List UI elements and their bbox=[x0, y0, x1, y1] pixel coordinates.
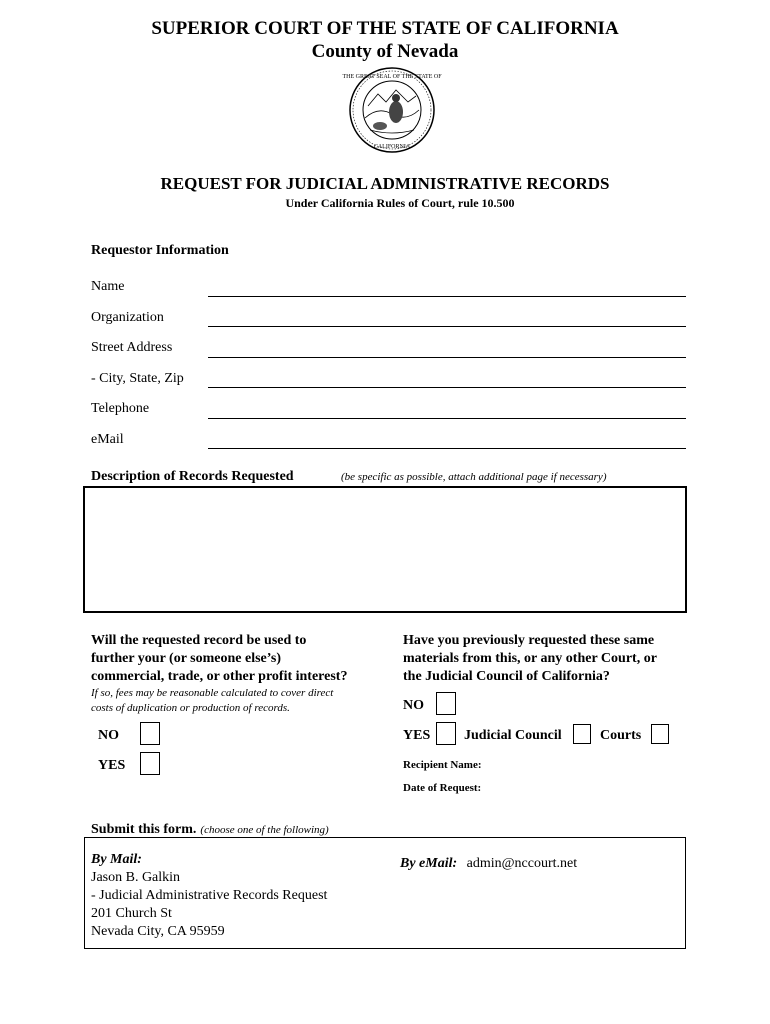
street-address-field[interactable] bbox=[208, 339, 686, 358]
profit-note-line1: If so, fees may be reasonable calculated to cover direct bbox=[91, 687, 334, 699]
submit-title: Submit this form. bbox=[91, 822, 197, 837]
profit-no-label: NO bbox=[98, 728, 119, 743]
telephone-label: Telephone bbox=[91, 401, 150, 416]
seal-bottom-text: CALIFORNIA bbox=[373, 144, 411, 150]
previous-yes-label: YES bbox=[403, 728, 431, 743]
profit-yes-label: YES bbox=[98, 758, 126, 773]
submit-heading bbox=[91, 820, 329, 838]
telephone-field[interactable] bbox=[208, 400, 686, 419]
form-subtitle: Under California Rules of Court, rule 10.500 bbox=[285, 196, 515, 210]
seal-top-text: THE GREAT SEAL OF THE STATE OF bbox=[342, 74, 442, 80]
judicial-council-checkbox[interactable] bbox=[573, 724, 591, 744]
mail-city: Nevada City, CA 95959 bbox=[91, 924, 225, 939]
previous-question-line1: Have you previously requested these same bbox=[403, 633, 655, 648]
county-name: County of Nevada bbox=[311, 41, 459, 62]
previous-no-label: NO bbox=[403, 698, 424, 713]
courts-label: Courts bbox=[600, 728, 642, 743]
profit-question-line2: further your (or someone else’s) bbox=[91, 651, 281, 666]
city-state-zip-label: - City, State, Zip bbox=[91, 371, 184, 386]
profit-yes-checkbox[interactable] bbox=[140, 752, 160, 775]
california-seal-icon bbox=[342, 66, 442, 154]
recipient-name-label: Recipient Name: bbox=[403, 759, 482, 771]
email-label: eMail bbox=[91, 432, 124, 447]
court-name: SUPERIOR COURT OF THE STATE OF CALIFORNIA bbox=[151, 18, 619, 39]
mail-street: 201 Church St bbox=[91, 906, 172, 921]
email-link[interactable]: admin@nccourt.net bbox=[466, 856, 578, 871]
form-title: REQUEST FOR JUDICIAL ADMINISTRATIVE RECORDS bbox=[160, 174, 610, 193]
mail-name: Jason B. Galkin bbox=[91, 870, 181, 885]
description-title: Description of Records Requested bbox=[91, 469, 294, 484]
email-field[interactable] bbox=[208, 430, 686, 449]
by-mail-label: By Mail: bbox=[91, 852, 142, 867]
description-hint: (be specific as possible, attach additional page if necessary) bbox=[341, 471, 607, 483]
by-email-label: By eMail: bbox=[400, 856, 458, 871]
profit-question-line1: Will the requested record be used to bbox=[91, 633, 307, 648]
email-submit-line bbox=[400, 855, 577, 873]
name-field[interactable] bbox=[208, 278, 686, 297]
mail-department: - Judicial Administrative Records Request bbox=[91, 888, 328, 903]
profit-no-checkbox[interactable] bbox=[140, 722, 160, 745]
organization-field[interactable] bbox=[208, 308, 686, 327]
previous-yes-checkbox[interactable] bbox=[436, 722, 456, 745]
previous-question-line3: the Judicial Council of California? bbox=[403, 669, 610, 684]
previous-question-line2: materials from this, or any other Court, or bbox=[403, 651, 657, 666]
description-textarea[interactable] bbox=[83, 486, 687, 613]
date-of-request-label: Date of Request: bbox=[403, 782, 482, 794]
name-label: Name bbox=[91, 279, 125, 294]
city-state-zip-field[interactable] bbox=[208, 369, 686, 388]
profit-note-line2: costs of duplication or production of records. bbox=[91, 702, 290, 714]
street-address-label: Street Address bbox=[91, 340, 173, 355]
submit-hint: (choose one of the following) bbox=[200, 824, 329, 836]
judicial-council-label: Judicial Council bbox=[464, 728, 562, 743]
previous-no-checkbox[interactable] bbox=[436, 692, 456, 715]
profit-question-line3: commercial, trade, or other profit interest? bbox=[91, 669, 348, 684]
courts-checkbox[interactable] bbox=[651, 724, 669, 744]
organization-label: Organization bbox=[91, 310, 164, 325]
requestor-section-title: Requestor Information bbox=[91, 243, 229, 258]
